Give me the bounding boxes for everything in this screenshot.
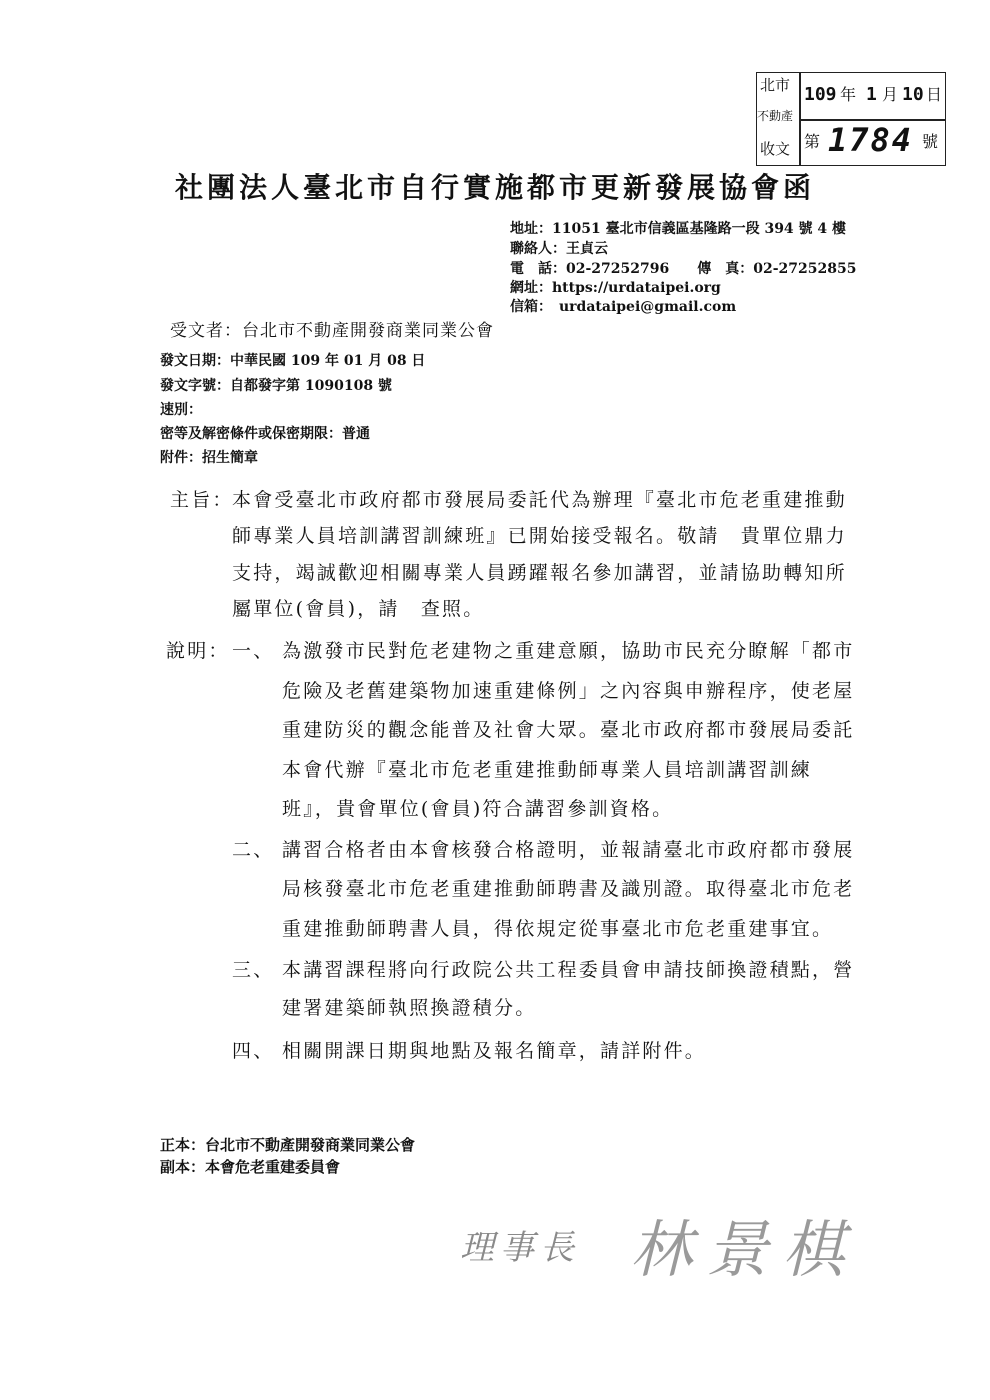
subject-line: 師專業人員培訓講習訓練班』已開始接受報名。敬請 貴單位鼎力 xyxy=(232,525,847,547)
signature-name: 林景棋 xyxy=(630,1213,859,1286)
explanation-line: 為激發市民對危老建物之重建意願，協助市民充分瞭解「都市 xyxy=(282,640,855,662)
explanation-line: 局核發臺北市危老重建推動師聘書及識別證。取得臺北市危老 xyxy=(282,878,855,900)
stamp-serial-number: 1784 xyxy=(828,121,914,159)
stamp-label-realestate: 不動產 xyxy=(757,109,794,123)
stamp-label-received: 收文 xyxy=(760,140,791,158)
stamp-month-unit: 月 xyxy=(882,85,899,104)
explanation-line: 重建防災的觀念能普及社會大眾。臺北市政府都市發展局委託 xyxy=(282,719,855,741)
explanation-line: 班』，貴會單位(會員)符合講習參訓資格。 xyxy=(282,798,674,820)
contact-website: 網址：https://urdataipei.org xyxy=(510,280,721,296)
explanation-line: 危險及老舊建築物加速重建條例」之內容與申辦程序，使老屋 xyxy=(282,680,855,702)
explanation-line: 講習合格者由本會核發合格證明，並報請臺北市政府都市發展 xyxy=(282,839,855,861)
stamp-day: 10 xyxy=(902,84,924,105)
stamp-day-unit: 日 xyxy=(926,85,943,104)
explanation-label: 說明： xyxy=(166,640,230,662)
issue-date: 發文日期：中華民國 109 年 01 月 08 日 xyxy=(160,353,426,369)
subject-line: 本會受臺北市政府都市發展局委託代為辦理『臺北市危老重建推動 xyxy=(232,489,847,511)
explanation-item-number: 一、 xyxy=(232,640,275,662)
explanation-item-number: 三、 xyxy=(232,959,275,981)
contact-phone-fax: 電 話：02-27252796 傳 真：02-27252855 xyxy=(510,261,857,277)
subject-line: 屬單位(會員)，請 查照。 xyxy=(232,598,485,620)
contact-address: 地址：11051 臺北市信義區基隆路一段 394 號 4 樓 xyxy=(510,221,847,237)
stamp-serial-suffix: 號 xyxy=(922,132,939,151)
confidentiality: 密等及解密條件或保密期限：普通 xyxy=(160,426,370,442)
stamp-year: 109 xyxy=(804,84,837,105)
stamp-month: 1 xyxy=(866,84,877,105)
explanation-item-number: 二、 xyxy=(232,839,275,861)
stamp-year-unit: 年 xyxy=(840,85,857,104)
carbon-copy-recipient: 副本：本會危老重建委員會 xyxy=(160,1158,341,1176)
original-copy-recipient: 正本：台北市不動產開發商業同業公會 xyxy=(160,1136,416,1154)
signature-title: 理事長 xyxy=(460,1228,580,1268)
explanation-item-number: 四、 xyxy=(232,1040,275,1062)
stamp-serial-prefix: 第 xyxy=(804,132,821,151)
urgency: 速別： xyxy=(160,402,202,418)
document-title: 社團法人臺北市自行實施都市更新發展協會函 xyxy=(174,171,815,204)
recipient: 受文者：台北市不動產開發商業同業公會 xyxy=(170,321,494,341)
attachment: 附件：招生簡章 xyxy=(160,450,258,466)
explanation-line: 相關開課日期與地點及報名簡章，請詳附件。 xyxy=(282,1040,707,1062)
explanation-line: 重建推動師聘書人員，得依規定從事臺北市危老重建事宜。 xyxy=(282,918,834,940)
receipt-stamp xyxy=(756,72,946,166)
contact-person: 聯絡人：王貞云 xyxy=(510,241,608,257)
explanation-line: 本會代辦『臺北市危老重建推動師專業人員培訓講習訓練 xyxy=(282,759,813,781)
stamp-label-city: 北市 xyxy=(760,76,791,94)
chairman-signature-stamp xyxy=(460,1196,890,1306)
subject-label: 主旨： xyxy=(170,489,234,511)
subject-line: 支持，竭誠歡迎相關專業人員踴躍報名參加講習，並請協助轉知所 xyxy=(232,562,847,584)
contact-email: 信箱： urdataipei@gmail.com xyxy=(510,299,737,315)
explanation-line: 本講習課程將向行政院公共工程委員會申請技師換證積點，營 xyxy=(282,959,855,981)
explanation-line: 建署建築師執照換證積分。 xyxy=(282,997,537,1019)
issue-number: 發文字號：自都發字第 1090108 號 xyxy=(160,378,392,394)
